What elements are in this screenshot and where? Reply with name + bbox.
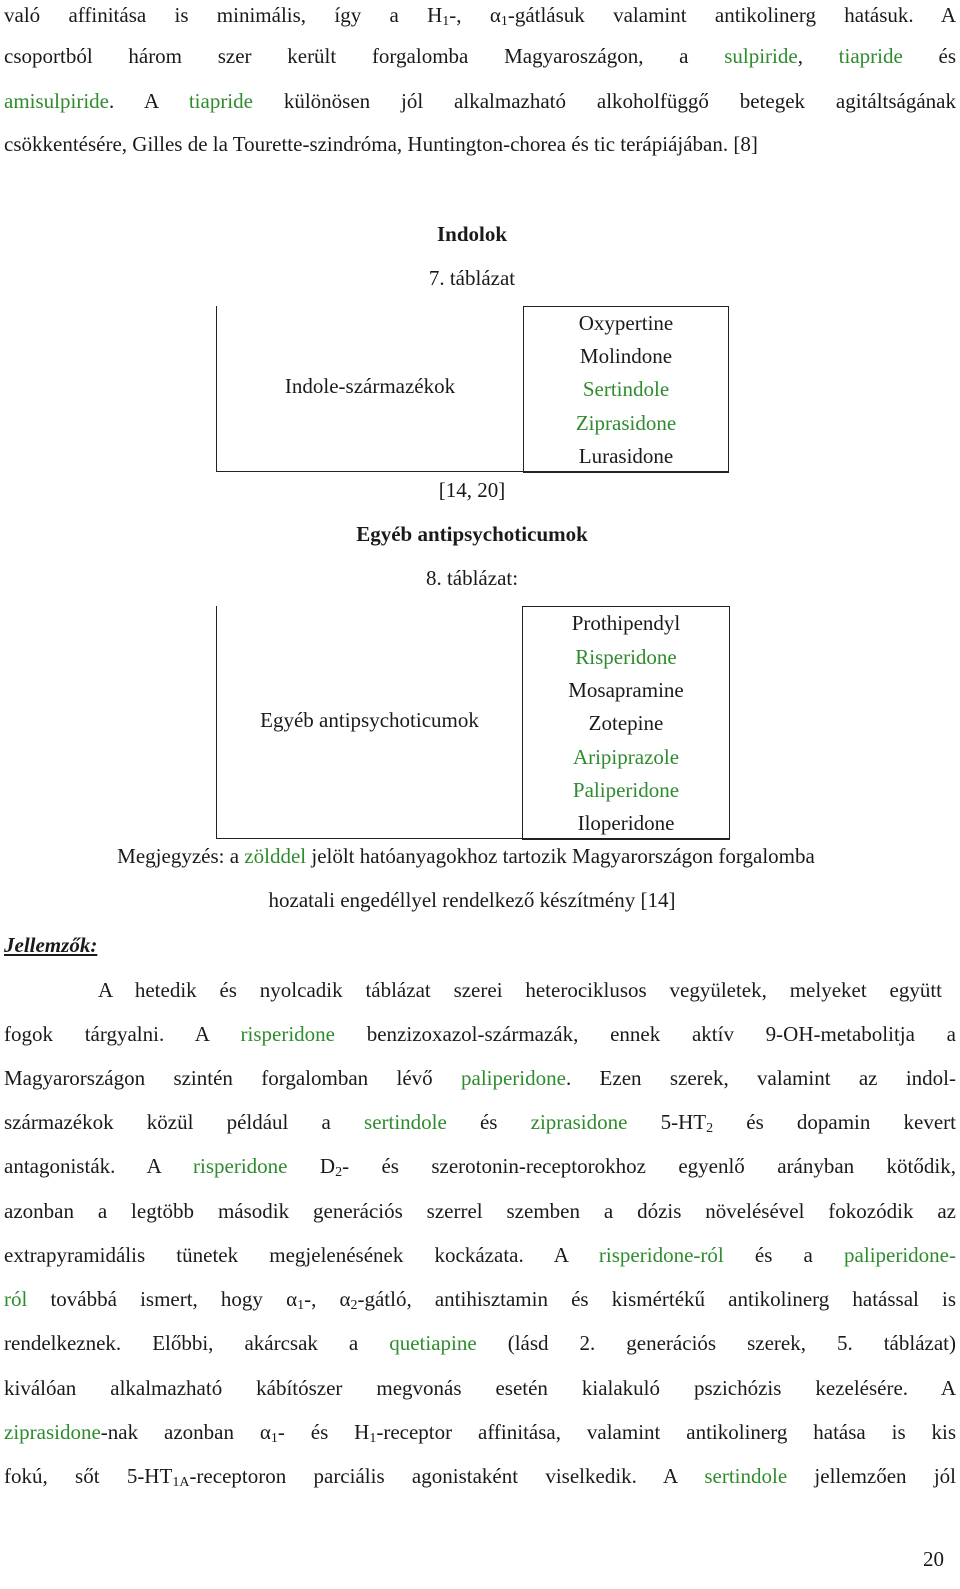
drug-iloperidone: Iloperidone — [577, 811, 675, 835]
drug-prothipendyl: Prothipendyl — [571, 611, 681, 635]
body-line-12: fokú, sőt $5-HT_{1A}$-receptoron parciális agonistaként viselkedik. A sertindole jellemzően jól — [4, 1464, 956, 1490]
body-line-10: kiválóan alkalmazható kábítószer megvonás esetén kialakuló pszichózis kezelésére. A — [4, 1376, 956, 1400]
table8-frame — [216, 606, 730, 839]
intro-line-3: amisulpiride. A tiapride különösen jól alkalmazható alkoholfüggő betegek agitáltságának — [4, 89, 956, 113]
drug-ziprasidone: Ziprasidone — [575, 411, 677, 435]
table7-drug-list — [523, 306, 729, 473]
body-line-4: származékok közül például a sertindole és ziprasidone $5-HT_2$ és dopamin kevert — [4, 1110, 957, 1136]
body-line-3: Magyarországon szintén forgalomban lévő paliperidone. Ezen szerek, valamint az indol- — [4, 1066, 956, 1090]
body-line-6: azonban a legtöbb második generációs szerrel szemben a dózis növelésével fokozódik az — [4, 1199, 956, 1223]
body-line-11: ziprasidone-nak azonban $\alpha_1-$ és $H_1$-receptor affinitása, valamint antikolinerg hatása is kis — [4, 1420, 957, 1446]
table8-drug-list — [522, 606, 730, 840]
drug-oxypertine: Oxypertine — [578, 311, 674, 335]
drug-risperidone: Risperidone — [575, 645, 677, 669]
table7-caption: 7. táblázat — [428, 266, 516, 290]
table8-group-label: Egyéb antipsychoticumok — [260, 708, 479, 732]
table8-caption: 8. táblázat: — [425, 566, 519, 590]
drug-mosapramine: Mosapramine — [568, 678, 684, 702]
body-line-5: antagonisták. A risperidone $D_2-$ és szerotonin-receptorokhoz egyenlő arányban kötődik, — [4, 1154, 956, 1180]
body-line-2: fogok tárgyalni. A risperidone benzizoxazol-származák, ennek aktív 9-OH-metabolitja a — [4, 1022, 956, 1046]
intro-line-2: csoportból három szer került forgalomba Magyaroszágon, a sulpiride, tiapride és — [4, 44, 957, 68]
drug-sertindole: Sertindole — [582, 377, 670, 401]
drug-aripiprazole: Aripiprazole — [572, 745, 680, 769]
table7-reference: [14, 20] — [438, 478, 506, 502]
body-line-1: A hetedik és nyolcadik táblázat szerei heterociklusos vegyületek, melyeket együtt — [98, 978, 942, 1002]
section-title: Jellemzők: — [4, 933, 98, 957]
intro-line-4: csökkentésére, Gilles de la Tourette-szindróma, Huntington-chorea és tic terápiájában. [8] — [4, 132, 758, 156]
page-number: 20 — [923, 1547, 944, 1571]
body-line-8: ról továbbá ismert, hogy $\alpha_1-$, $\alpha_2$-gátló, antihisztamin és kismértékű antikolinerg hatással is — [4, 1287, 957, 1313]
table7-frame — [216, 306, 729, 472]
note-line-1: Megjegyzés: a zölddel jelölt hatóanyagokhoz tartozik Magyarországon forgalomba — [117, 844, 815, 868]
drug-zotepine: Zotepine — [588, 711, 664, 735]
intro-line-1: való affinitása is minimális, így a $H_1-$, $\alpha_1$-gátlásuk valamint antikolinerg hatásuk. A — [4, 3, 956, 29]
table8-heading: Egyéb antipsychoticumok — [356, 522, 588, 546]
body-line-9: rendelkeznek. Előbbi, akárcsak a quetiapine (lásd 2. generációs szerek, 5. táblázat) — [4, 1331, 957, 1355]
drug-molindone: Molindone — [579, 344, 673, 368]
table7-group-label: Indole-származékok — [284, 374, 456, 398]
drug-lurasidone: Lurasidone — [578, 444, 674, 468]
body-line-7: extrapyramidális tünetek megjelenésének kockázata. A risperidone-ról és a paliperidone- — [4, 1243, 956, 1267]
note-line-2: hozatali engedéllyel rendelkező készítmény [14] — [268, 888, 676, 912]
table7-heading: Indolok — [436, 222, 508, 246]
drug-paliperidone: Paliperidone — [572, 778, 680, 802]
